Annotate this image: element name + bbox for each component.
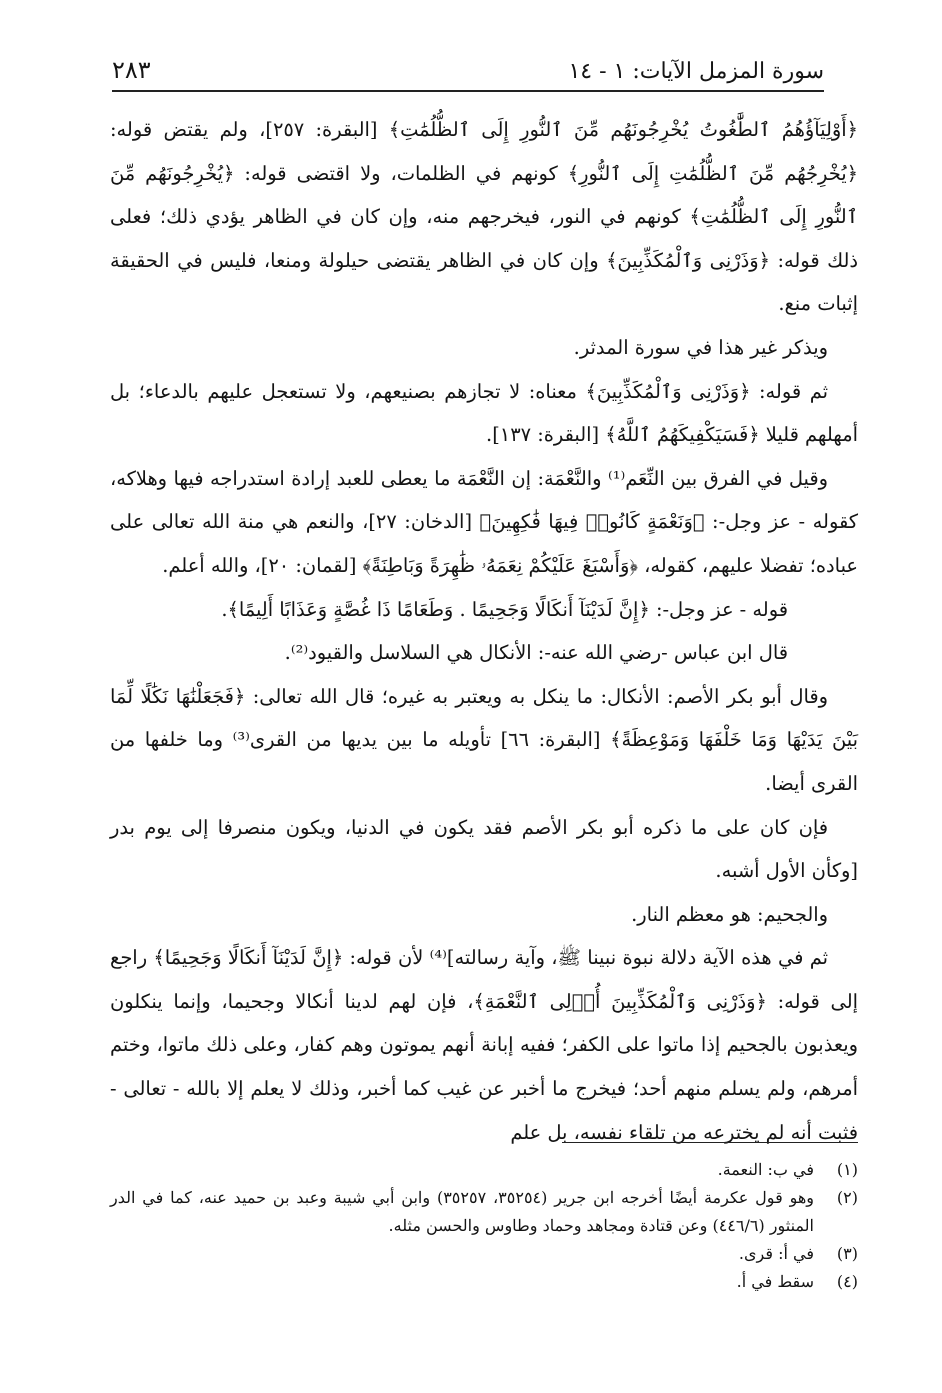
paragraph-10: ثم في هذه الآية دلالة نبوة نبينا ﷺ، وآية رسالته]⁽⁴⁾ لأن قوله: ﴿إِنَّ لَدَيْنَآ أَنكَالًا وَجَحِيمًا﴾ راجع إلى قوله: ﴿وَذَرْنِى وَٱلْمُكَذِّبِينَ أُو۟لِى ٱلنَّعْمَةِ﴾، فإن لهم لدينا أنكالا وجحيما، وإنما ينكلون ويعذبون بالجحيم إذا ماتوا على الكفر؛ ففيه إبانة أنهم يموتون وهم كفار، وعلى ذلك ماتوا، وختم أمرهم، ولم يسلم منهم أحد؛ فيخرج ما أخبر عن غيب كما أخبر، وذلك لا يعلم إلا بالله - تعالى - فثبت أنه لم يخترعه من تلقاء نفسه، بل علم (110, 946, 858, 1144)
footnote-text: في ب: النعمة. (717, 1160, 814, 1179)
footnote-divider (562, 1142, 858, 1143)
page-number: ٢٨٣ (112, 56, 151, 84)
paragraph-8: فإن كان على ما ذكره أبو بكر الأصم فقد يكون في الدنيا، ويكون منصرفا إلى يوم بدر [وكأن الأول أشبه. (110, 815, 858, 883)
surah-title: سورة المزمل الآيات: ١ - ١٤ (568, 59, 824, 84)
paragraph-5: قوله - عز وجل-: ﴿إِنَّ لَدَيْنَآ أَنكَالًا وَجَحِيمًا . وَطَعَامًا ذَا غُصَّةٍ وَعَذَابًا أَلِيمًا﴾. (221, 597, 788, 621)
footnote-number: (٢) (836, 1188, 858, 1207)
paragraph-1: ﴿أَوْلِيَآؤُهُمُ ٱلطَّٰغُوتُ يُخْرِجُونَهُم مِّنَ ٱلنُّورِ إِلَى ٱلظُّلُمَٰتِ﴾ [البقرة: ٢٥٧]، ولم يقتض قوله: ﴿يُخْرِجُهُم مِّنَ ٱلظُّلُمَٰتِ إِلَى ٱلنُّورِ﴾ كونهم في الظلمات، ولا اقتضى قوله: ﴿يُخْرِجُونَهُم مِّنَ ٱلنُّورِ إِلَى ٱلظُّلُمَٰتِ﴾ كونهم في النور، فيخرجهم منه، وإن كان في الظاهر يؤدي ذلك؛ فعلى ذلك قوله: ﴿وَذَرْنِى وَٱلْمُكَذِّبِينَ﴾ وإن كان في الظاهر يقتضى حيلولة ومنعا، فليس في الحقيقة إثبات منع. (110, 118, 858, 316)
footnotes (110, 1156, 858, 1296)
paragraph-6: قال ابن عباس -رضي الله عنه-: الأنكال هي السلاسل والقيود⁽²⁾. (284, 641, 788, 665)
footnote-number: (٤) (836, 1272, 858, 1291)
footnote (110, 1184, 858, 1240)
footnote-number: (٣) (836, 1244, 858, 1263)
paragraph-9: والجحيم: هو معظم النار. (631, 902, 828, 926)
footnote (110, 1240, 858, 1268)
paragraph-2: ويذكر غير هذا في سورة المدثر. (573, 335, 828, 359)
footnote (110, 1156, 858, 1184)
footnote-text: سقط في أ. (736, 1272, 814, 1291)
running-header (112, 52, 824, 92)
paragraph-3: ثم قوله: ﴿وَذَرْنِى وَٱلْمُكَذِّبِينَ﴾ معناه: لا تجازهم بصنيعهم، ولا تستعجل عليهم بالدعاء؛ بل أمهلهم قليلا ﴿فَسَيَكْفِيكَهُمُ ٱللَّهُ﴾ [البقرة: ١٣٧]. (110, 379, 858, 447)
footnote-text: وهو قول عكرمة أيضًا أخرجه ابن جرير (٣٥٢٥٤، ٣٥٢٥٧) وابن أبي شيبة وعبد بن حميد عنه، كما في الدر المنثور (٤٤٦/٦) وعن قتادة ومجاهد وحماد وطاوس والحسن مثله. (110, 1188, 815, 1235)
paragraph-4: وقيل في الفرق بين النِّعَم⁽¹⁾ والنَّعْمَة: إن النَّعْمَة ما يعطى للعبد إرادة استدراجه فيها وهلاكه، كقوله - عز وجل-: ﴿وَنَعْمَةٍ كَانُوا۟ فِيهَا فَٰكِهِينَ﴾ [الدخان: ٢٧]، والنعم هي منة الله تعالى على عباده؛ تفضلا عليهم، كقوله، ﴿وَأَسْبَغَ عَلَيْكُمْ نِعَمَهُۥ ظَٰهِرَةً وَبَاطِنَةً﴾ [لقمان: ٢٠]، والله أعلم. (110, 466, 859, 577)
footnote (110, 1268, 858, 1296)
paragraph-7: وقال أبو بكر الأصم: الأنكال: ما ينكل به ويعتبر به غيره؛ قال الله تعالى: ﴿فَجَعَلْنَٰهَا نَكَٰلًا لِّمَا بَيْنَ يَدَيْهَا وَمَا خَلْفَهَا وَمَوْعِظَةً﴾ [البقرة: ٦٦] تأويله ما بين يديها من القرى⁽³⁾ وما خلفها من القرى أيضا. (110, 684, 858, 795)
main-text (110, 108, 858, 1154)
footnote-text: في أ: قرى. (738, 1244, 814, 1263)
footnote-number: (١) (836, 1160, 858, 1179)
